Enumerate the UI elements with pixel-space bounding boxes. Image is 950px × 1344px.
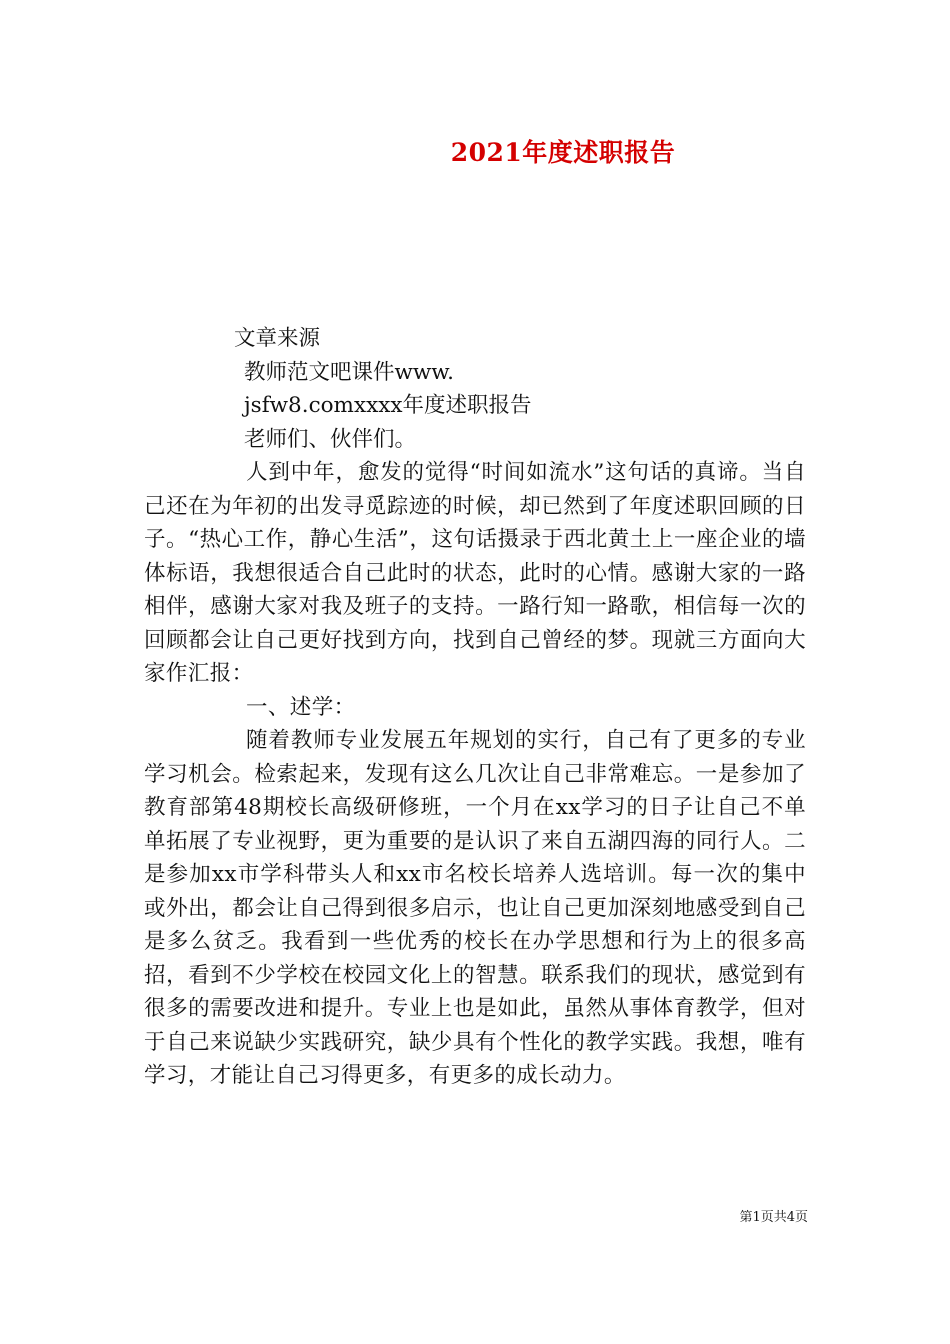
page-footer: 第1页共4页 [739, 1210, 808, 1225]
greeting: 老师们、伙伴们。 [244, 426, 417, 452]
section-heading-study: 一、述学： [246, 694, 356, 720]
intro-paragraph: 人到中年，愈发的觉得“时间如流水”这句话的真谛。当自己还在为年初的出发寻觅踪迹的时候，却已然到了年度述职回顾的日子。“热心工作，静心生活”，这句话摄录于西北黄土上一座企业的墙体标语，我想很适合自己此时的状态，此时的心情。感谢大家的一路相伴，感谢大家对我及班子的支持。一路行知一路歌，相信每一次的回顾都会让自己更好找到方向，找到自己曾经的梦。现就三方面向大家作汇报： [144, 460, 806, 686]
page-title: 2021年度述职报告 [450, 138, 676, 167]
source-label: 文章来源 [234, 326, 321, 351]
source-site-line-2: jsfw8.comxxxx年度述职报告 [244, 393, 532, 418]
source-site-line-1: 教师范文吧课件www. [244, 359, 454, 385]
document-body [144, 322, 806, 1093]
study-paragraph: 随着教师专业发展五年规划的实行，自己有了更多的专业学习机会。检索起来，发现有这么几次让自己非常难忘。一是参加了教育部第48期校长高级研修班，一个月在xx学习的日子让自己不单单拓展了专业视野，更为重要的是认识了来自五湖四海的同行人。二是参加xx市学科带头人和xx市名校长培养人选培训。每一次的集中或外出，都会让自己得到很多启示，也让自己更加深刻地感受到自己是多么贫乏。我看到一些优秀的校长在办学思想和行为上的很多高招，看到不少学校在校园文化上的智慧。联系我们的现状，感觉到有很多的需要改进和提升。专业上也是如此，虽然从事体育教学，但对于自己来说缺少实践研究，缺少具有个性化的教学实践。我想，唯有学习，才能让自己习得更多，有更多的成长动力。 [144, 728, 806, 1088]
